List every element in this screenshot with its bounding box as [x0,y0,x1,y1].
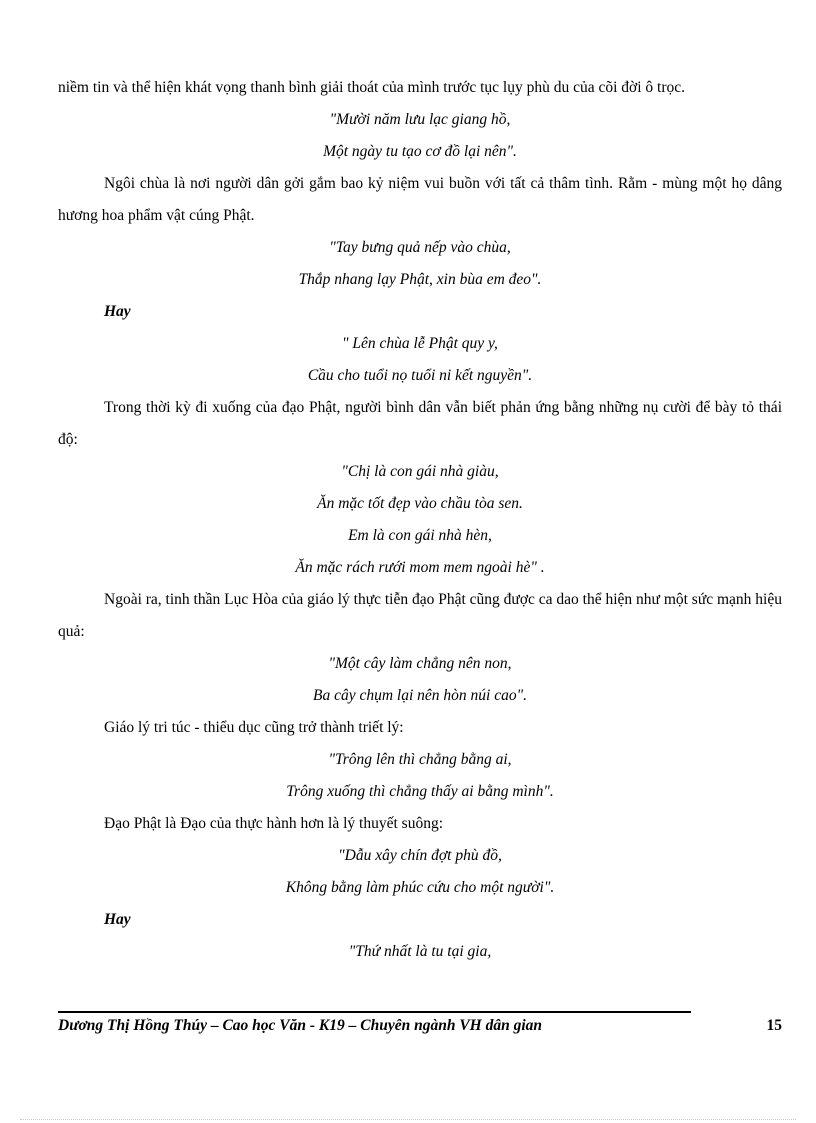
verse-line: Thắp nhang lạy Phật, xin bùa em đeo". [298,271,542,288]
verse-line: Cầu cho tuổi nọ tuổi ni kết nguyền". [307,367,533,384]
page-number: 15 [766,1017,782,1034]
footer-author: Dương Thị Hồng Thúy – Cao học Văn - K19 – Chuyên ngành VH dân gian [58,1017,543,1034]
verse-line: "Mười năm lưu lạc giang hồ, [329,111,511,128]
verse-line: Ăn mặc tốt đẹp vào chầu tòa sen. [317,495,523,512]
verse-line: Trông xuống thì chẳng thấy ai bằng mình". [286,783,554,800]
verse-line: Ba cây chụm lại nên hòn núi cao". [313,687,527,704]
verse-line: "Trông lên thì chẳng bằng ai, [328,751,512,768]
verse-line: Một ngày tu tạo cơ đồ lại nên". [323,143,517,160]
paragraph-2: Ngôi chùa là nơi người dân gởi gắm bao kỷ niệm vui buồn với tất cả thâm tình. Rằm - mùng một họ dâng hương hoa phẩm vật cúng Phật. [58,175,782,224]
paragraph-6: Đạo Phật là Đạo của thực hành hơn là lý thuyết suông: [104,815,444,832]
paragraph-5: Giáo lý tri túc - thiểu dục cũng trở thành triết lý: [104,719,404,736]
paragraph-4: Ngoài ra, tinh thần Lục Hòa của giáo lý thực tiễn đạo Phật cũng được ca dao thể hiện như một sức mạnh hiệu quả: [58,591,782,640]
paragraph-1: niềm tin và thể hiện khát vọng thanh bình giải thoát của mình trước tục lụy phù du của cõi đời ô trọc. [58,79,686,96]
paragraph-3: Trong thời kỳ đi xuống của đạo Phật, người bình dân vẫn biết phản ứng bằng những nụ cười để bày tỏ thái độ: [58,399,782,448]
page-footer [58,1017,782,1035]
verse-line: "Tay bưng quả nếp vào chùa, [329,239,511,256]
verse-line: Ăn mặc rách rưới mom mem ngoài hè" . [295,559,545,576]
verse-line: Em là con gái nhà hèn, [348,527,492,544]
verse-line: " Lên chùa lễ Phật quy y, [342,335,498,352]
hay-label: Hay [104,911,131,928]
verse-line: "Dẫu xây chín đợt phù đồ, [338,847,502,864]
page-edge-divider [20,1119,796,1120]
hay-label: Hay [104,303,131,320]
verse-line: "Thứ nhất là tu tại gia, [348,943,492,960]
page-body [58,72,782,968]
verse-line: "Một cây làm chẳng nên non, [328,655,512,672]
verse-line: "Chị là con gái nhà giàu, [341,463,499,480]
footer-rule [58,1011,691,1013]
verse-line: Không bằng làm phúc cứu cho một người". [285,879,555,896]
